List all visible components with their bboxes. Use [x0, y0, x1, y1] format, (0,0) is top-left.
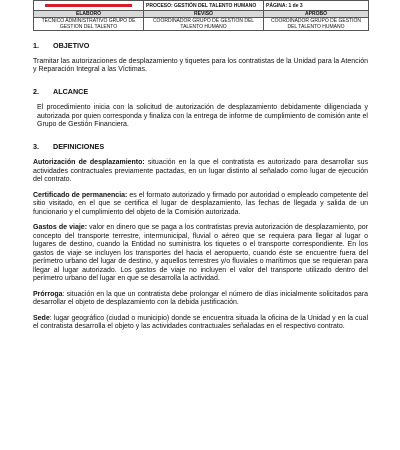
term-certificado: Certificado de permanencia: [33, 191, 128, 199]
reviso-title: REVISÓ [144, 11, 264, 18]
elaboro-value: TECNICO ADMINISTRATIVO GRUPO DE GESTION DEL TALENTO [34, 18, 144, 31]
process-label: PROCESO: GESTIÓN DEL TALENTO HUMANO [144, 1, 264, 11]
logo-mark [45, 4, 132, 7]
definition-sede: Sede: lugar geográfico (ciudad o municipio) donde se encuentra situada la oficina de la Unidad y en la cual el contratista desarrolla el objeto y las actividades contractuales señaladas en el respectivo contrato. [33, 314, 368, 330]
section-heading-objetivo: 1. OBJETIVO [33, 41, 90, 50]
alcance-text: El procedimiento inicia con la solicitud de autorización de desplazamiento debidamente diligenciada y autorizada por quien corresponda y finaliza con la entrega de informe de cumplimiento de comisión ante el Grupo de Gestión Financiera. [37, 104, 368, 128]
document-body [33, 42, 368, 332]
section-heading-alcance: 2. ALCANCE [33, 86, 89, 96]
aprobo-value: COORDINADOR GRUPO DE GESTIÓN DEL TALENTO HUMANO [264, 18, 369, 31]
definition-autorizacion: Autorización de desplazamiento: situación en la que el contratista es autorizado para desarrollar sus actividades contractuales previamente pactadas, en un lugar distinto al señalado como lugar de ejecución del contrato. [33, 159, 368, 183]
definition-certificado: Certificado de permanencia: es el formato autorizado y firmado por autoridad o empleado competente del sitio visitado, en el que se certifica el lugar de desplazamiento, las fechas de llegada y salida de un funcionario y el cumplimiento del objeto de la Comisión autorizada. [33, 191, 368, 216]
page-label: PÁGINA: 1 de 3 [264, 1, 369, 11]
definition-prorroga: Prórroga: situación en la que un contratista debe prolongar el número de días inicialmente solicitados para desarrollar el objeto de desplazamiento con la debida justificación. [33, 290, 368, 306]
term-sede: Sede [33, 314, 50, 322]
definition-gastos: Gastos de viaje: valor en dinero que se paga a los contratistas previa autorización de desplazamiento, por concepto del transporte terrestre, intermunicipal, fluvial o aéreo que se requiera para llegar al lugar o lugares de destino, cuando la Entidad no suministra los tiquetes o el transporte correspondiente. En los gastos de viaje se incluyen los transportes del hacia el aeropuerto, cuando éste se encuentre fuera del perímetro urbano del lugar de destino, y aquellos terrestres y/o fluviales o marítimos que se requieran para llegar al lugar autorizado. Los gastos de viaje no incluyen el valor del transporte utilizado dentro del perímetro urbano del lugar en que se desarrolla la actividad. [33, 224, 368, 282]
elaboro-title: ELABORÓ [34, 11, 144, 18]
document-header-table [33, 0, 369, 31]
logo-cell [34, 1, 144, 11]
term-gastos: Gastos de viaje: [33, 224, 88, 231]
reviso-value: COORDINADOR GRUPO DE GESTION DEL TALENTO HUMANO [144, 18, 264, 31]
term-autorizacion: Autorización de desplazamiento: [33, 159, 145, 166]
term-prorroga: Prórroga [33, 290, 63, 298]
objetivo-text: Tramitar las autorizaciones de desplazamiento y tiquetes para los contratistas de la Unidad para la Atención y Reparación Integral a las Víctimas. [33, 57, 368, 73]
aprobo-title: APROBÓ [264, 11, 369, 18]
section-heading-definiciones: 3. DEFINICIONES [33, 141, 105, 151]
